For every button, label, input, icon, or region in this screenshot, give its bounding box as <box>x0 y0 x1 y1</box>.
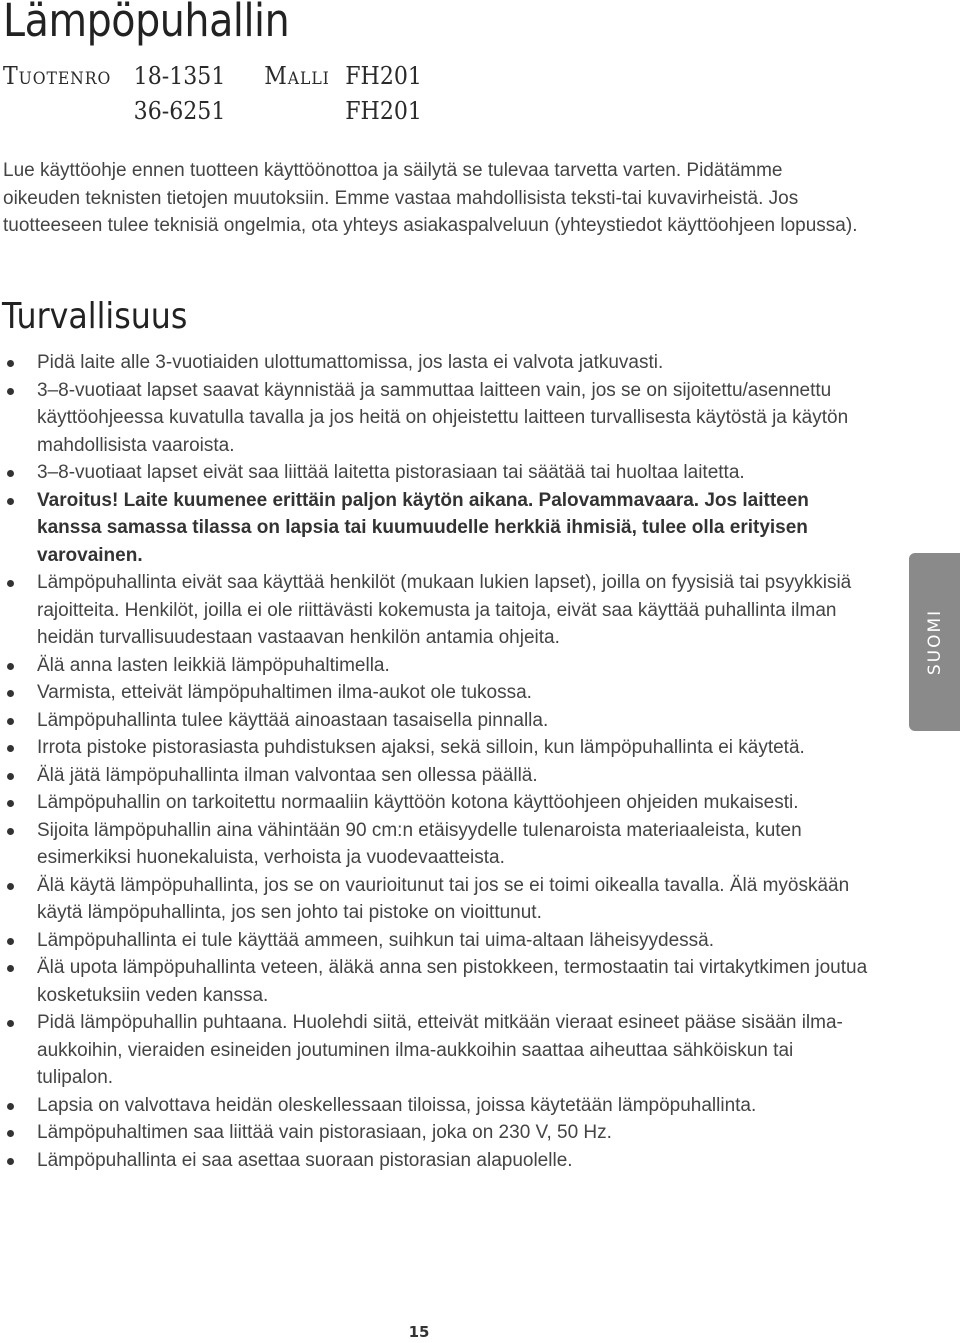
list-item <box>0 927 870 955</box>
bullet-icon <box>7 1020 14 1027</box>
page-title: Lämpöpuhallin <box>3 0 290 47</box>
list-item-text: Lämpöpuhallinta tulee käyttää ainoastaan tasaisella pinnalla. <box>37 709 549 731</box>
bullet-icon <box>7 690 14 697</box>
model-value: FH201 <box>345 97 422 125</box>
language-tab <box>909 553 960 731</box>
product-number-value: 36-6251 <box>133 97 226 125</box>
list-item <box>0 652 870 680</box>
bullet-icon <box>7 883 14 890</box>
safety-list <box>0 349 870 1174</box>
list-item <box>0 377 870 460</box>
list-item-text: Lämpöpuhaltimen saa liittää vain pistorasiaan, joka on 230 V, 50 Hz. <box>37 1122 612 1143</box>
list-item <box>0 954 870 1009</box>
list-item-text: Irrota pistoke pistorasiasta puhdistuksen ajaksi, sekä silloin, kun lämpöpuhallinta ei käytetä. <box>37 737 805 758</box>
bullet-icon <box>7 745 14 752</box>
bullet-icon <box>7 1130 14 1137</box>
bullet-icon <box>7 1103 14 1110</box>
list-item-text: 3–8-vuotiaat lapset saavat käynnistää ja sammuttaa laitteen vain, jos se on sijoitettu/asennettu käyttöohjeessa kuvatulla tavalla ja jos heitä on ohjeistettu laitteen turvallisesta käytöstä ja käytön mahdollisista vaaroista. <box>37 379 849 456</box>
bullet-icon <box>7 498 14 505</box>
bullet-icon <box>7 828 14 835</box>
list-item <box>0 1147 870 1175</box>
bullet-icon <box>7 360 14 367</box>
list-item <box>0 762 870 790</box>
model-label: Malli <box>264 62 330 90</box>
section-heading: Turvallisuus <box>2 296 188 337</box>
list-item <box>0 1119 870 1147</box>
list-item-text: Älä anna lasten leikkiä lämpöpuhaltimella. <box>37 654 390 676</box>
list-item-text: Sijoita lämpöpuhallin aina vähintään 90 cm:n etäisyydelle tulenaroista materiaaleista, kuten esimerkiksi huonekaluista, verhoista ja vuodevaatteista. <box>37 819 802 868</box>
grid-spacer <box>3 97 134 132</box>
bullet-icon <box>7 1158 14 1165</box>
list-item-text: Lämpöpuhallinta ei saa asettaa suoraan pistorasian alapuolelle. <box>37 1149 573 1171</box>
product-number-value: 18-1351 <box>133 62 226 90</box>
list-item-text: Lämpöpuhallinta ei tule käyttää ammeen, suihkun tai uima-altaan läheisyydessä. <box>37 929 715 951</box>
list-item <box>0 349 870 377</box>
list-item-text: Älä upota lämpöpuhallinta veteen, äläkä anna sen pistokkeen, termostaatin tai virtakytkimen joutua kosketuksiin veden kanssa. <box>37 957 868 1006</box>
list-item-text: Älä jätä lämpöpuhallinta ilman valvontaa sen ollessa päällä. <box>37 764 538 786</box>
bullet-icon <box>7 965 14 972</box>
bullet-icon <box>7 938 14 945</box>
list-item <box>0 1092 870 1120</box>
list-item <box>0 679 870 707</box>
page-number: 15 <box>408 1323 430 1341</box>
list-item-text: Lapsia on valvottava heidän oleskellessaan tiloissa, joissa käytetään lämpöpuhallinta. <box>37 1094 757 1116</box>
bullet-icon <box>7 718 14 725</box>
list-item <box>0 734 870 762</box>
bullet-icon <box>7 800 14 807</box>
list-item <box>0 707 870 735</box>
list-item-text: Lämpöpuhallinta eivät saa käyttää henkilöt (mukaan lukien lapset), joilla on fyysisiä tai psyykkisiä rajoitteita. Henkilöt, joilla ei ole riittävästi kokemusta ja taitoja, eivät saa käyttää puhallinta ilman heidän turvallisuudestaan vastaavan henkilön antamia ohjeita. <box>37 572 852 648</box>
intro-paragraph: Lue käyttöohje ennen tuotteen käyttöönottoa ja säilytä se tulevaa tarvetta varten. Pidätämme oikeuden teknisten tietojen muutoksiin. Emme vastaa mahdollisista teksti-tai kuvavirheistä. Jos tuotteeseen tulee teknisiä ongelmia, ota yhteys asiakaspalveluun (yhteystiedot käyttöohjeen lopussa). <box>3 160 858 236</box>
language-tab-label: SUOMI <box>924 608 945 676</box>
list-item-text: 3–8-vuotiaat lapset eivät saa liittää laitetta pistorasiaan tai säätää tai huoltaa laitetta. <box>37 462 745 483</box>
bullet-icon <box>7 470 14 477</box>
list-item-text: Älä käytä lämpöpuhallinta, jos se on vaurioitunut tai jos se ei toimi oikealla tavalla. Älä myöskään käytä lämpöpuhallinta, jos sen johto tai pistoke on vioittunut. <box>37 874 850 923</box>
list-item-text: Lämpöpuhallin on tarkoitettu normaaliin käyttöön kotona käyttöohjeen ohjeiden mukaisesti. <box>37 792 799 813</box>
list-item <box>0 1009 870 1092</box>
list-item <box>0 872 870 927</box>
grid-spacer <box>264 97 345 132</box>
list-item-text: Varmista, etteivät lämpöpuhaltimen ilma-aukot ole tukossa. <box>37 682 532 703</box>
list-item-text: Varoitus! Laite kuumenee erittäin paljon käytön aikana. Palovammavaara. Jos laitteen kanssa samassa tilassa on lapsia tai kuumuudelle herkkiä ihmisiä, tulee olla erityisen varovainen. <box>37 489 809 566</box>
product-number-label: Tuotenro <box>3 62 112 90</box>
list-item <box>0 789 870 817</box>
list-item-text: Pidä lämpöpuhallin puhtaana. Huolehdi siitä, etteivät mitkään vieraat esineet pääse sisään ilma-aukkoihin, vieraiden esineiden joutuminen ilma-aukkoihin saattaa aiheuttaa sähköiskun tai tulipalon. <box>37 1012 843 1088</box>
bullet-icon <box>7 580 14 587</box>
bullet-icon <box>7 388 14 395</box>
warning-item <box>0 487 870 570</box>
bullet-icon <box>7 773 14 780</box>
list-item-text: Pidä laite alle 3-vuotiaiden ulottumattomissa, jos lasta ei valvota jatkuvasti. <box>37 352 664 373</box>
list-item <box>0 569 870 652</box>
list-item <box>0 817 870 872</box>
list-item <box>0 459 870 487</box>
product-info <box>3 62 456 132</box>
model-value: FH201 <box>345 62 422 90</box>
bullet-icon <box>7 663 14 670</box>
